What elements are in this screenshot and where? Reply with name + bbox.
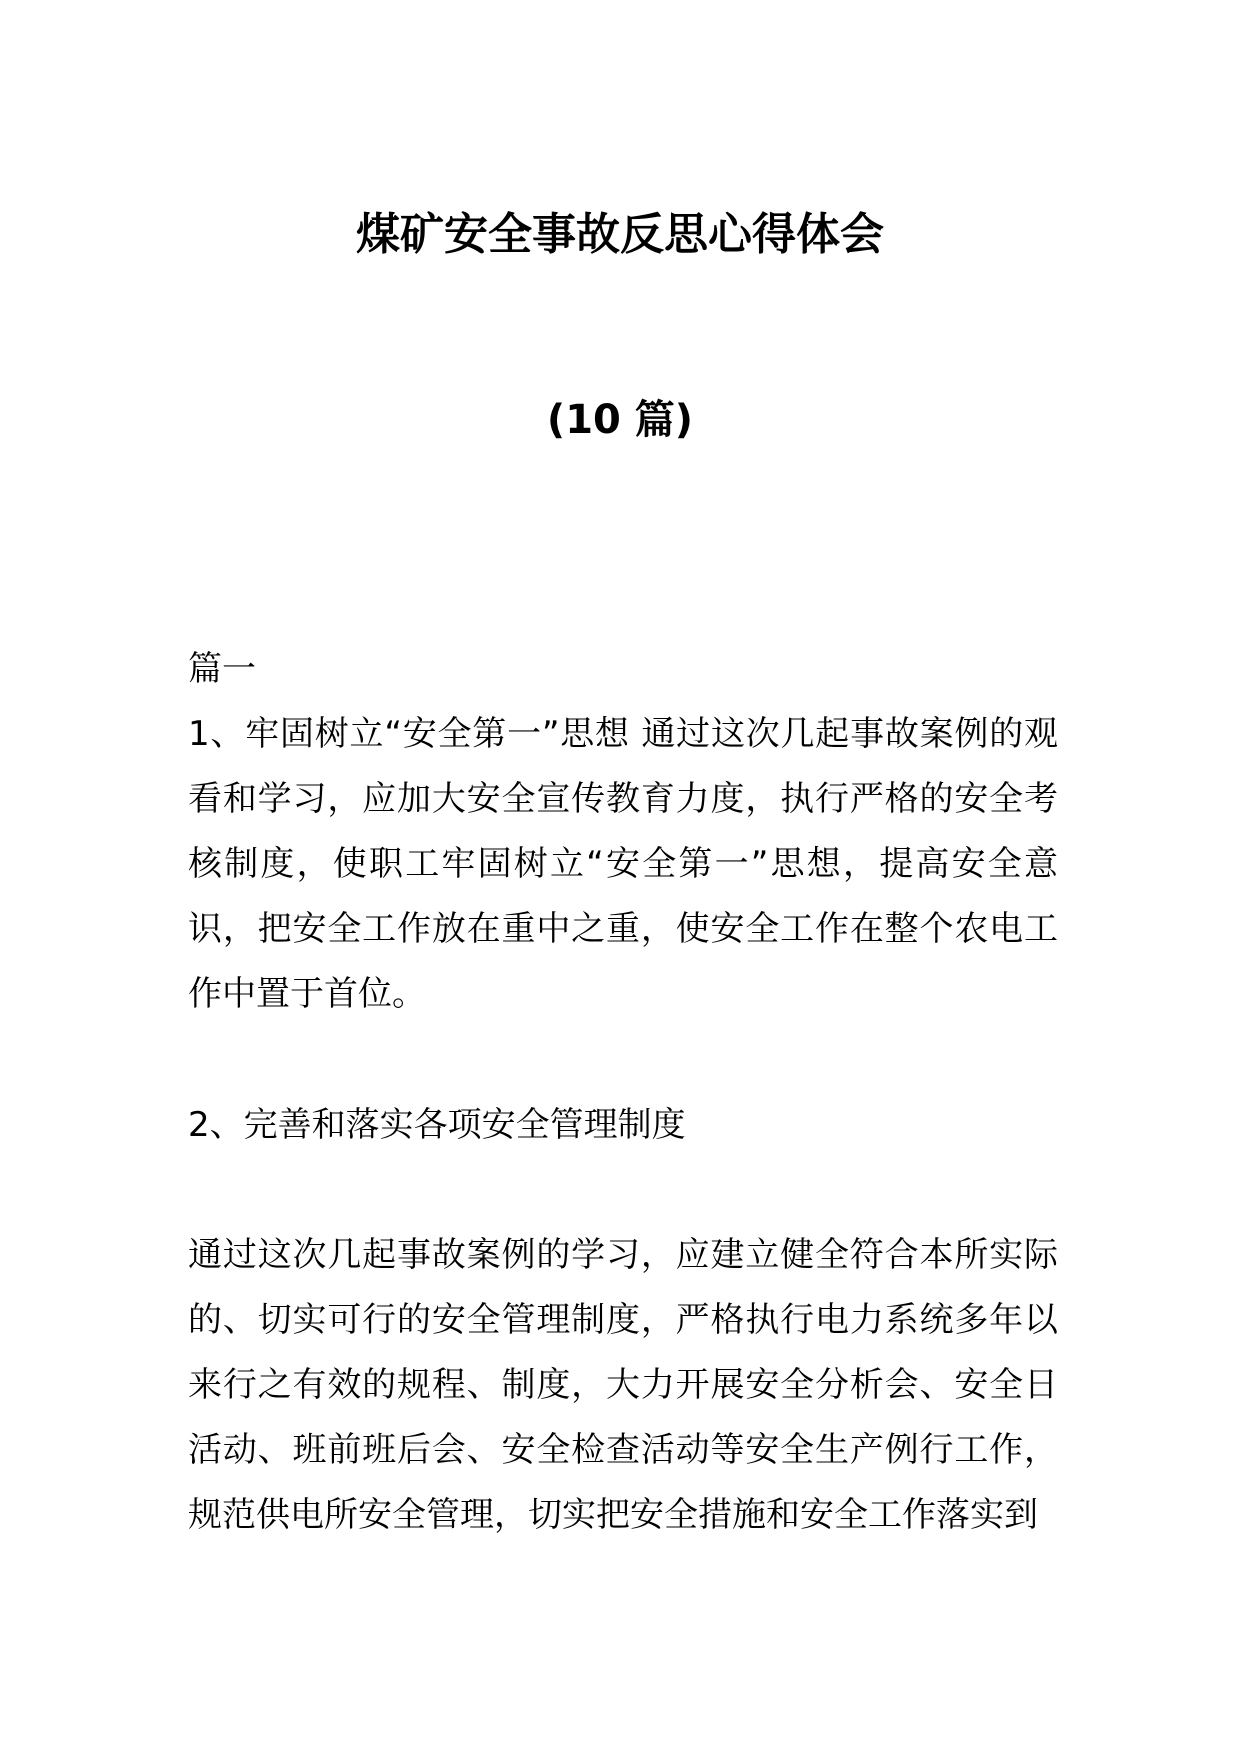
paragraph-2: 通过这次几起事故案例的学习，应建立健全符合本所实际的、切实可行的安全管理制度，严格执行电力系统多年以来行之有效的规程、制度，大力开展安全分析会、安全日活动、班前班后会、安全检查活动等安全生产例行工作，规范供电所安全管理，切实把安全措施和安全工作落实到: [188, 1235, 1058, 1535]
paragraph-1: 1、牢固树立“安全第一”思想 通过这次几起事故案例的观看和学习，应加大安全宣传教育力度，执行严格的安全考核制度，使职工牢固树立“安全第一”思想，提高安全意识，把安全工作放在重中之重，使安全工作在整个农电工作中置于首位。: [188, 714, 1058, 1014]
document-subtitle: (10 篇): [546, 397, 694, 443]
document-title: 煤矿安全事故反思心得体会: [356, 209, 884, 260]
section-label: 篇一: [188, 649, 256, 689]
paragraph-heading-2: 2、完善和落实各项安全管理制度: [188, 1105, 686, 1145]
